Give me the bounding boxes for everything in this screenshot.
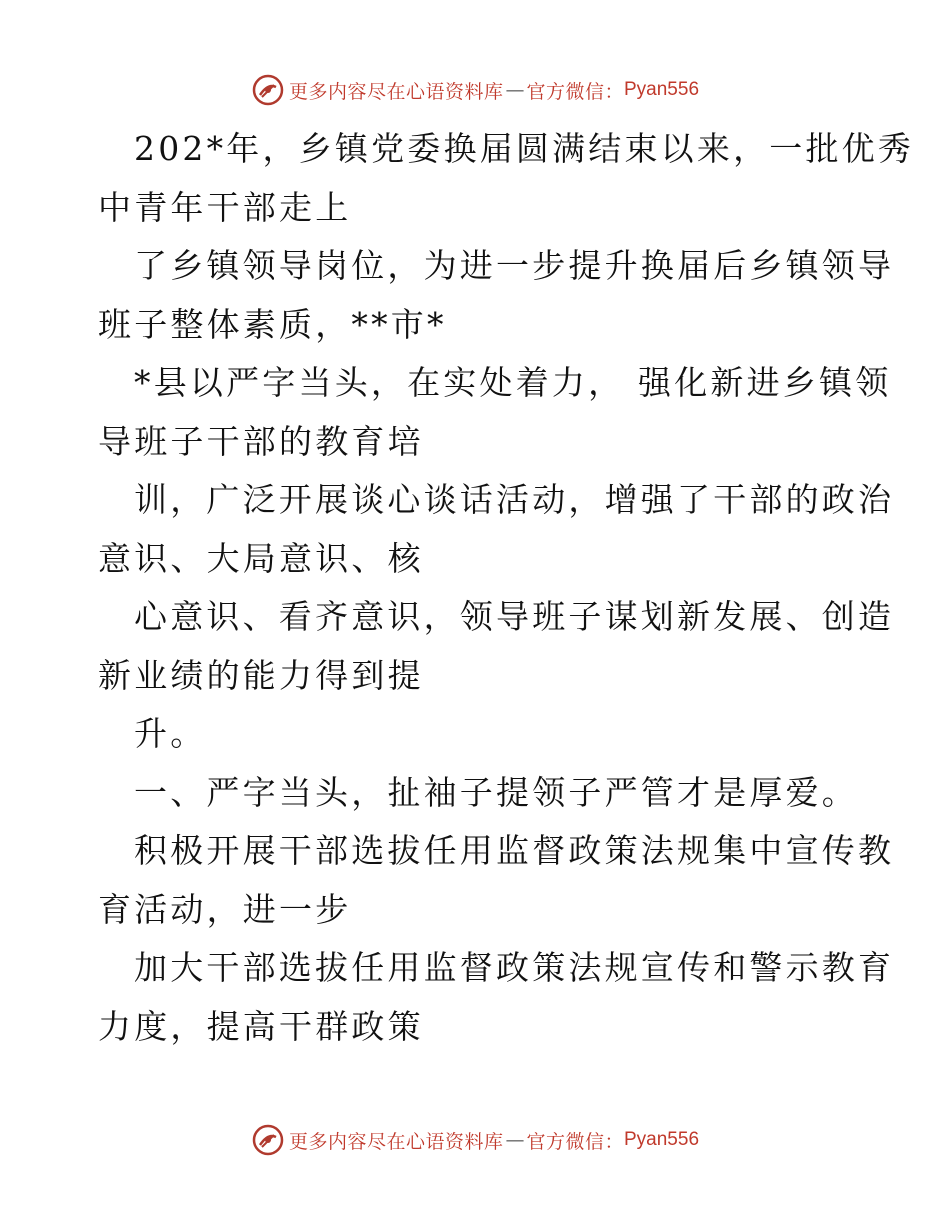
watermark-brand-text: 更多内容尽在心语资料库 (288, 1130, 504, 1153)
text-line: 202*年，乡镇党委换届圆满结束以来，一批优秀 (134, 129, 915, 168)
footer-watermark (0, 1120, 950, 1160)
text-line: 育活动，进一步 (98, 889, 352, 929)
text-line: 心意识、看齐意识，领导班子谋划新发展、创造 (134, 597, 895, 636)
watermark-separator: — (505, 79, 525, 101)
text-line: 升。 (134, 714, 207, 753)
text-line: 中青年干部走上 (98, 187, 352, 227)
text-line: 力度，提高干群政策 (98, 1006, 424, 1046)
watermark-separator: — (505, 1129, 525, 1151)
text-line: 班子整体素质，**市* (98, 304, 447, 344)
watermark-account: Pyan556 (624, 79, 700, 100)
text-line: 了乡镇领导岗位，为进一步提升换届后乡镇领导 (134, 246, 895, 285)
text-line: 加大干部选拔任用监督政策法规宣传和警示教育 (134, 948, 895, 987)
book-logo-icon (251, 73, 285, 107)
text-line: 积极开展干部选拔任用监督政策法规集中宣传教 (134, 831, 895, 870)
text-line: 导班子干部的教育培 (98, 421, 424, 461)
watermark-account: Pyan556 (624, 1129, 700, 1150)
book-logo-icon (251, 1123, 285, 1157)
header-watermark (0, 70, 950, 110)
watermark-label: 官方微信： (526, 1130, 624, 1153)
watermark-label: 官方微信： (526, 80, 624, 103)
watermark-brand-text: 更多内容尽在心语资料库 (288, 80, 504, 103)
text-line: 意识、大局意识、核 (98, 538, 424, 578)
document-body (98, 120, 915, 1056)
text-line: *县以严字当头，在实处着力， 强化新进乡镇领 (134, 363, 892, 402)
section-heading: 一、严字当头，扯袖子提领子严管才是厚爱。 (134, 772, 858, 812)
text-line: 训，广泛开展谈心谈话活动，增强了干部的政治 (134, 480, 895, 519)
text-line: 新业绩的能力得到提 (98, 655, 424, 695)
